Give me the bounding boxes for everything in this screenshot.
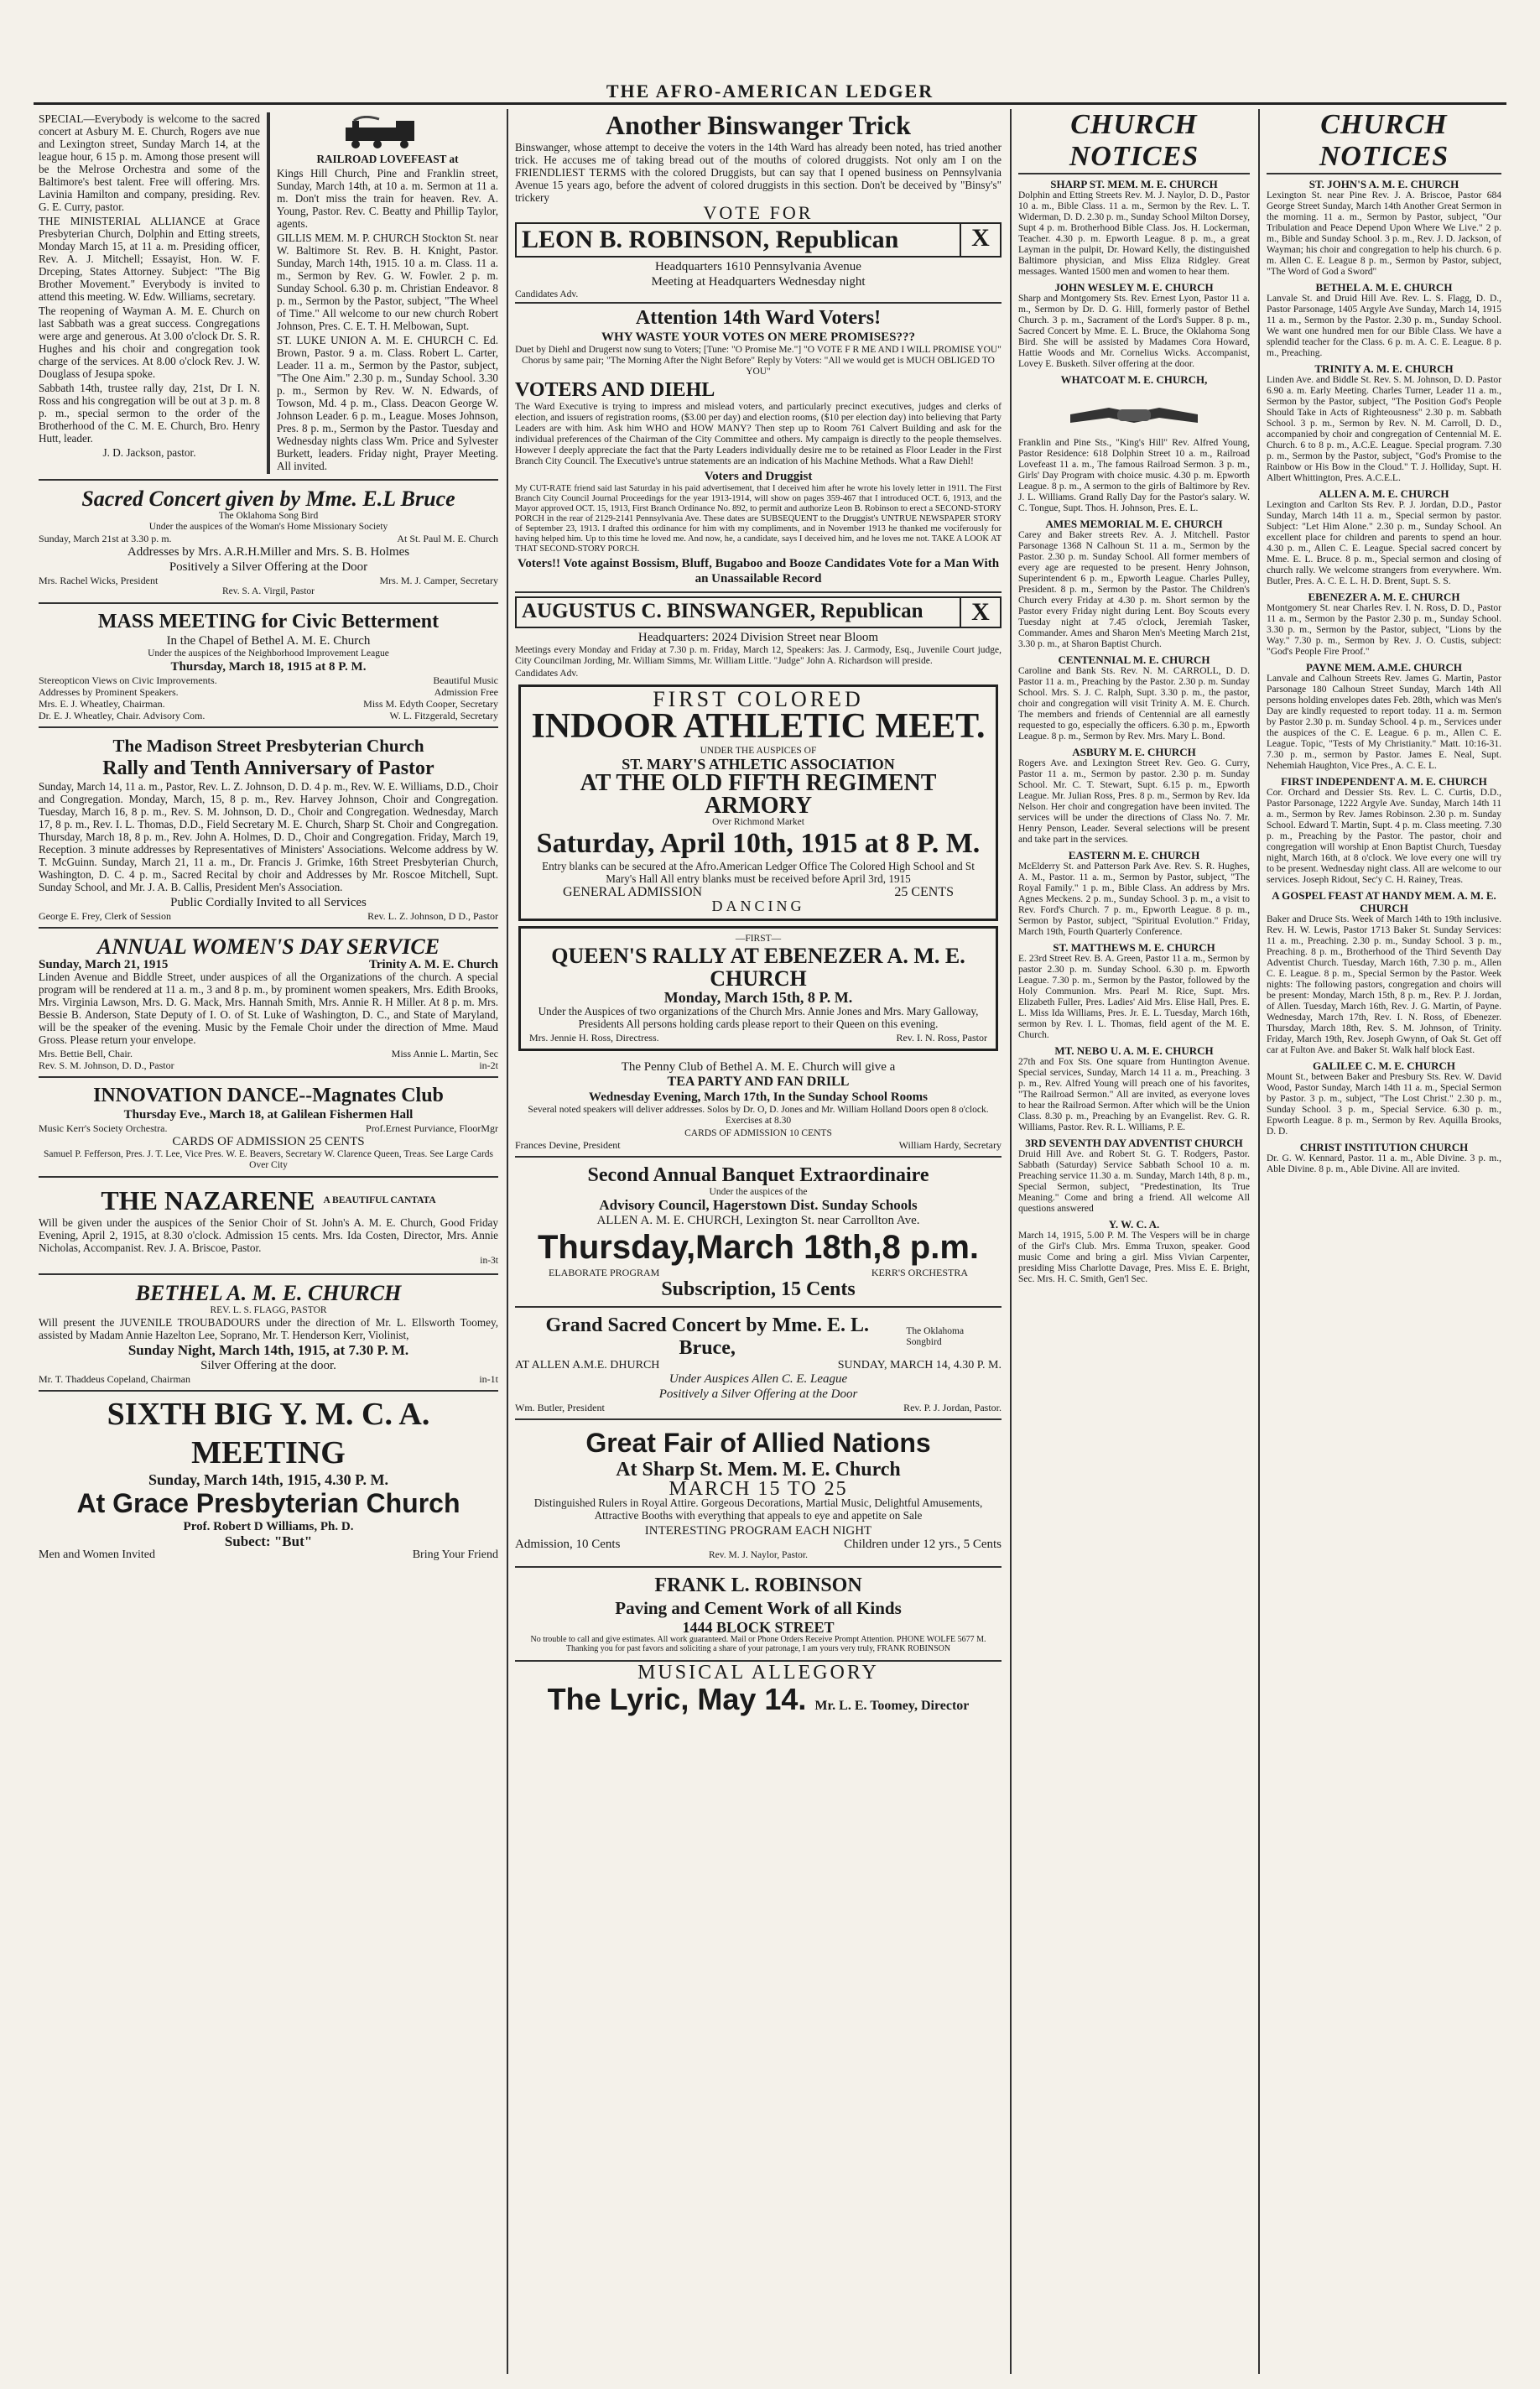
bethel-rev: REV. L. S. FLAGG, PASTOR xyxy=(210,1305,327,1315)
fair-date: MARCH 15 TO 25 xyxy=(669,1478,848,1500)
col4-entry-6-body: Cor. Orchard and Dessier Sts. Rev. L. C. Curtis, D.D., Pastor Parsonage, 1222 Argyle Ave. Sunday, March 14th 11 a. m., Sermon by Rev. James Robinson. 2.30 p. m. Sunday School. Edward T. Martin, Supt. 4 p. m. Class meeting. 7.30 p. m., Preaching by the Pastor. The pastor, choir and congregation will worship at Enon Baptist Church, Tuesday night, March 16th, at 8 o'clock. We love every one will try to be present. Wednesday night class. All are welcome to our services. Joseph Ridout, Sec'y C. H. Rainey, Treas. xyxy=(1267,788,1501,885)
column-1 xyxy=(34,109,503,2374)
innov-row xyxy=(39,1122,498,1134)
col3-entry-1-head: JOHN WESLEY M. E. CHURCH xyxy=(1054,281,1214,294)
robinson-ballot xyxy=(515,222,1002,258)
notice-right xyxy=(277,112,498,474)
ath-place: AT THE OLD FIFTH REGIMENT ARMORY xyxy=(580,770,937,819)
col3-entry-6-body: McElderry St. and Patterson Park Ave. Rev. S. R. Hughes, A. M., Pastor. 11 a. m., Sermon by Pastor, subject, "The Royal Family." 1 p. m., Bible Class. An address by Mrs. Agnes Meckens. 2 p. m., Sunday School. 3 p. m., a visit to Rev. Ford's Church. 7 p. m., Epworth League. 8 p. m., Sermon by Pastor, subject, "Spiritual Evolution." Friday, March 19th, Fourth Quarterly Conference. xyxy=(1018,861,1250,937)
special-notice: SPECIAL—Everybody is welcome to the sacred concert at Asbury M. E. Church, Rogers ave nue and Lexington street, Sunday March 14, at the league hour, 6 15 p. m. Among those present will be the Melrose Orchestra and some of the Baltimore's best talent. Free will offering. Mrs. Lavinia Hamilton and company, presiding. Rev. G. E. Curry, pastor. xyxy=(39,112,260,213)
col3-entry-3 xyxy=(1018,518,1250,650)
sabbath-sign: J. D. Jackson, pastor. xyxy=(102,446,196,459)
col4-entry-0-body: Lexington St. near Pine Rev. J. A. Briscoe, Pastor 684 George Street Sunday, March 14th Another Great Sermon in the morning. 11 a. m., Sermon by Pastor, subject, "Our Tribulation and Peace Depend Upon Where We Live." 2 p. m., Bible and Sunday School. 3 p. m., Rev. J. D. Jackson, of Wayman; his choir and congregation to help his church. 6 p. m. Allen C. E. League 8 p. m., Sermon by Pastor, subject, "The Word of God a Sword" xyxy=(1267,190,1501,277)
sacred-title: Sacred Concert given by Mme. E.L Bruce xyxy=(81,487,455,511)
col3-entry-3-body: Carey and Baker streets Rev. A. J. Mitchell. Pastor Parsonage 1368 N Calhoun St. 11 a. m., Sermon by the Pastor. 2.30 p. m. Sunday School. All former members of every age are requested to be present. Henry Johnson, Superintendent 6 p. m., Epworth League. Charles Pulley, President. 8 p. m., Sermon by the Pastor. The Children's Church every Friday at 4.30 p. m. Short sermon by the Pastor every Friday night during Lent. Boy Scouts every Tuesday night at 7.45 o'clock, Jeremiah Tasker, Commander. Ames and Sharon Men's Meeting March 21st, 3.30 p. m., at Sharon Baptist Church. xyxy=(1018,530,1250,649)
col3-entry-9 xyxy=(1018,1137,1250,1215)
mass-views: Stereopticon Views on Civic Improvements. xyxy=(39,674,217,686)
masthead: THE AFRO-AMERICAN LEDGER xyxy=(606,81,934,101)
col3-entry-7 xyxy=(1018,941,1250,1041)
mass-music: Beautiful Music xyxy=(433,674,498,686)
mass-row1 xyxy=(39,674,498,686)
banq-date: Thursday,March 18th,8 p.m. xyxy=(537,1229,980,1266)
col4-entry-9-head: CHRIST INSTITUTION CHURCH xyxy=(1299,1141,1469,1153)
frank-work: Paving and Cement Work of all Kinds xyxy=(615,1598,902,1618)
ath-aus: UNDER THE AUSPICES OF xyxy=(700,746,817,756)
gsc-pres: Wm. Butler, President xyxy=(515,1402,605,1413)
banq-prog: ELABORATE PROGRAM xyxy=(549,1267,660,1278)
madison-row xyxy=(39,910,498,922)
col4-entry-8 xyxy=(1267,1059,1501,1137)
gsc-rev: Rev. P. J. Jordan, Pastor. xyxy=(903,1402,1002,1413)
col4-entry-4-body: Montgomery St. near Charles Rev. I. N. Ross, D. D., Pastor 11 a. m., Sermon by the Pastor 2.30 p. m., Sunday School. 3.30 p. m., Sermon by the Pastor, subject, "Lions by the Way." 7.30 p. m., Sermon by Rev. J. O. Custis, subject: "God's People Fire Proof." xyxy=(1267,603,1501,657)
sacred-offer: Positively a Silver Offering at the Door xyxy=(169,560,368,574)
musical-dir: Mr. L. E. Toomey, Director xyxy=(814,1699,970,1713)
mass-row2 xyxy=(39,686,498,698)
banq-row xyxy=(515,1267,1002,1278)
col3-entry-5-head: ASBURY M. E. CHURCH xyxy=(1072,746,1196,758)
musical-lyric: The Lyric, May 14. xyxy=(547,1682,807,1716)
bethel-row xyxy=(39,1373,498,1385)
col3-entry-5-body: Rogers Ave. and Lexington Street Rev. Geo. G. Curry, Pastor 11 a. m., Sermon by pastor. 2.30 p. m. Sunday School. Mr. C. T. Stewart, Supt. 6.15 p. m., Epworth League. Mr. Julian Ross, Pres. 8 p. m., Sermon by Rev. Ida Nelson. Her choir and congregation have been invited. The services will be under the directions of Class No. 7. Mr. Henry Penson, Leader. Several selections will be present and take part in the services. xyxy=(1018,758,1250,845)
col3-entry-7-body: E. 23rd Street Rev. B. A. Green, Pastor 11 a. m., Sermon by pastor 2.30 p. m. Sunday School. 6.30 p. m. Epworth League. 7.30 p. m., Sermon by the Pastor, followed by the Holy Communion. Mrs. Pearl M. Rice, Supt. Mrs. Elizabeth Fuller, Pres. Ladies' Aid Mrs. Elise Hall, Pres. E. L. Miss Ida Williams, Pres. Jr. E. L. Tuesday, March 16th, sermon by Rev. I. L. Thomas, field agent of the M. E. Church. xyxy=(1018,954,1250,1040)
col3-entry-7-head: ST. MATTHEWS M. E. CHURCH xyxy=(1053,941,1215,954)
sacred-president: Mrs. Rachel Wicks, President xyxy=(39,575,159,586)
col4-entry-8-head: GALILEE C. M. E. CHURCH xyxy=(1312,1059,1456,1072)
annual-officers xyxy=(39,1048,498,1059)
ath-title2: INDOOR ATHLETIC MEET. xyxy=(531,707,986,746)
col3-entry-10-head: Y. W. C. A. xyxy=(1108,1218,1160,1231)
banq-church: ALLEN A. M. E. CHURCH, Lexington St. near Carrollton Ave. xyxy=(596,1214,920,1227)
col4-entry-7 xyxy=(1267,889,1501,1056)
gsc-title: Grand Sacred Concert by Mme. E. L. Bruce, xyxy=(545,1314,869,1359)
annual-church: Trinity A. M. E. Church xyxy=(368,958,498,971)
madison-public: Public Cordially Invited to all Services xyxy=(170,896,367,909)
divider-3 xyxy=(1258,109,1260,2374)
madison-pastor: Rev. L. Z. Johnson, D D., Pastor xyxy=(367,910,498,922)
railroad-title: RAILROAD LOVEFEAST at xyxy=(316,153,459,165)
mass-row3 xyxy=(39,698,498,710)
col4-entry-7-body: Baker and Druce Sts. Week of March 14th to 19th inclusive. Rev. H. W. Lewis, Pastor 1713 Baker St. Sunday Services: 11 a. m., Preaching. 2.30 p. m., Sunday School. 3 p. m., Preaching. 8 p. m., Brotherhood of the Third Seventh Day Adventist Church. Tuesday, March 16th, 7.30 p. m., Allen C. E. League. 8 p. m., Special Sermon by the Pastor. Week nights: The following pastors, congregation and choirs will be present: Monday, March 15th, 8 p. m., Rev. P. J. Jordan, of Allen. Tuesday, March 16th, Rev. J. G. Martin, of Payne. Wednesday, March 17th, Rev. I. N. Ross, of Ebenezer. Thursday, March 18th, Rev. S. M. Johnson, of Trinity. Friday, March 19th, Rev. Joseph Gwynn, of Oak St. Get off car at Fulton Ave. and Baker St. Walk half block East. xyxy=(1267,914,1501,1055)
bins-x: X xyxy=(960,598,1000,627)
fair-prog: INTERESTING PROGRAM EACH NIGHT xyxy=(644,1524,872,1538)
annual-row2 xyxy=(39,1059,498,1071)
col3-entry-2 xyxy=(1018,373,1250,514)
ath-date: Saturday, April 10th, 1915 at 8 P. M. xyxy=(536,828,981,859)
voters-title: VOTERS AND DIEHL xyxy=(515,379,715,401)
col3-entry-10 xyxy=(1018,1218,1250,1285)
frank-addr: 1444 BLOCK STREET xyxy=(682,1619,835,1636)
fair-ad xyxy=(515,1424,1002,1568)
frank-small: No trouble to call and give estimates. All work guaranteed. Mail or Phone Orders Receive Prompt Attention. PHONE WOLFE 5677 M. Thanking you for past favors and soliciting a share of your patronage, I am yours very truly, FRANK ROBINSON xyxy=(530,1635,986,1653)
col3-entry-4-head: CENTENNIAL M. E. CHURCH xyxy=(1058,653,1210,666)
innov-names: Samuel P. Fefferson, Pres. J. T. Lee, Vice Pres. W. E. Beavers, Secretary W. Clarence Queen, Treas. See Large Cards Over City xyxy=(43,1149,494,1170)
naz-tag2: in-3t xyxy=(480,1256,498,1266)
ath-title1: FIRST COLORED xyxy=(653,687,864,711)
bethel-date: Sunday Night, March 14th, 1915, at 7.30 P. M. xyxy=(127,1342,409,1358)
ath-assoc: ST. MARY'S ATHLETIC ASSOCIATION xyxy=(622,756,895,773)
col4-entry-6-head: FIRST INDEPENDENT A. M. E. CHURCH xyxy=(1281,775,1487,788)
top-notices xyxy=(39,109,498,481)
madison-title: The Madison Street Presbyterian Church xyxy=(112,736,424,756)
sacred-date: Sunday, March 21st at 3.30 p. m. xyxy=(39,533,172,544)
queen-rev: Rev. I. N. Ross, Pastor xyxy=(896,1032,987,1044)
robinson-x: X xyxy=(960,224,1000,256)
col4-entry-0-head: ST. JOHN'S A. M. E. CHURCH xyxy=(1308,178,1459,190)
voters-small: My CUT-RATE friend said last Saturday in his paid advertisement, that I deceived him after he wrote his lovely letter in 1911. The First Branch City Council Journal Proceedings for the year 1913-1914, will show on pages 359-467 that I introduced OCT. 6, 1913, and the Mayor approved OCT. 15, 1913, First Branch Ordinance No. 892, to permit and authorize Leon B. Robinson to erect a SECOND-STORY PORCH in the rear of 2129-2141 Pennsylvania Ave. These dates are SUBSEQUENT to the Druggist's UNTRUE NEWSPAPER STORY of September 23, 1913. I drafted this ordinance for him with my compliments, and in November 1913 he thanked me vociferously for having helped him. Up to this time he loved me. And now, he, a candidate, says I deceived him, and he loves me not. TAKE A LOOK AT THAT SECOND-STORY PORCH. xyxy=(515,484,1002,554)
queen-dir: Mrs. Jennie H. Ross, Directress. xyxy=(529,1032,659,1044)
ymca-prof: Prof. Robert D Williams, Ph. D. xyxy=(183,1520,354,1533)
col4-entry-4-head: EBENEZER A. M. E. CHURCH xyxy=(1308,591,1460,603)
bins-name: AUGUSTUS C. BINSWANGER, Republican xyxy=(522,600,923,622)
innovation-ad xyxy=(39,1081,498,1178)
col4-entry-9-body: Dr. G. W. Kennard, Pastor. 11 a. m., Able Divine. 3 p. m., Able Divine. 8 p. m., Able Divine. All are invited. xyxy=(1267,1153,1501,1174)
penny-sec: William Hardy, Secretary xyxy=(898,1139,1002,1151)
voters-final: Voters!! Vote against Bossism, Bluff, Bugaboo and Booze Candidates Vote for a Man With an Unassailable Record xyxy=(517,557,1000,586)
musical-ad xyxy=(515,1662,1002,1719)
col3-entry-6 xyxy=(1018,849,1250,938)
gsc-row xyxy=(515,1360,1002,1371)
banq-sub: Subscription, 15 Cents xyxy=(661,1278,856,1300)
trick-title: Another Binswanger Trick xyxy=(606,110,911,140)
col4-entry-1-body: Lanvale St. and Druid Hill Ave. Rev. L. S. Flagg, D. D., Pastor Parsonage, 1405 Argyle Ave Sunday, March 14, 1915 11 a. m., Sermon by the Pastor. 2.30 p. m., Sunday School. We want one hundred men for our Bible Class. We have a splendid teacher for the Class. 6 p. m. A. C. E. League. 8 p. m., Preaching. xyxy=(1267,294,1501,358)
col4-entry-2-body: Linden Ave. and Biddle St. Rev. S. M. Johnson, D. D. Pastor 6.90 a. m. Early Meeting. Charles Turner, Leader 11 a. m., Sermon by the Pastor, subject, "The Position God's People Should Take in Acts of Righteousness" 2.30 p. m. Sabbath School. 3 p. m., Sermon by Rev. N. M. Carroll, D. D., accompanied by choir and congregation of Centennial M. E. Church. 6 to 8 p. m., A.C.E. League. Special program. 7.30 p. m., Sermon by the Pastor, subject, "God's Promise to the Rainbow or His Bow in the Cloud." T. J. Holliday, Supt. H. Albert Whittington, Pres. A.C.E.L. xyxy=(1267,375,1501,483)
binswanger-ballot xyxy=(515,596,1002,628)
gsc-offer: Positively a Silver Offering at the Door xyxy=(658,1387,858,1401)
mass-date: Thursday, March 18, 1915 at 8 P. M. xyxy=(170,660,367,674)
bethel-offer: Silver Offering at the door. xyxy=(200,1359,336,1372)
col3-entry-9-head: 3RD SEVENTH DAY ADVENTIST CHURCH xyxy=(1025,1137,1243,1149)
divider-1 xyxy=(507,109,508,2374)
col4-entry-4 xyxy=(1267,591,1501,658)
ymca-date: Sunday, March 14th, 1915, 4.30 P. M. xyxy=(148,1471,389,1488)
musical-row xyxy=(515,1680,1002,1719)
col3-entry-8 xyxy=(1018,1044,1250,1133)
col4-entry-1 xyxy=(1267,281,1501,359)
wayman-notice: The reopening of Wayman A. M. E. Church on last Sabbath was a great success. Congregations were arge and generous. At 3.00 o'clock Dr. S. R. Hughes and his choir and congregation took charge of the services. At 8.00 o'clock Rev. J. W. Douglass of Jesupa spoke. xyxy=(39,304,260,380)
gsc-aus: Under Auspices Allen C. E. League xyxy=(669,1372,848,1386)
naz-title: THE NAZARENE xyxy=(101,1185,315,1215)
madison-clerk: George E. Frey, Clerk of Session xyxy=(39,910,171,922)
banq-title: Second Annual Banquet Extraordinaire xyxy=(587,1164,929,1186)
col4-entry-2 xyxy=(1267,362,1501,484)
col4-entry-3-head: ALLEN A. M. E. CHURCH xyxy=(1319,487,1449,500)
col4-entry-3-body: Lexington and Carlton Sts Rev. P. J. Jordan, D.D., Pastor Sunday, March 14th 11 a. m., Special sermon by pastor. Subject: "Let Him Alone." 2.30 p. m., Sunday School. An excellent place for children and parents to spend an hour. 4.30 p. m., Allen C. E. League. Special sacred concert by Mme. E. L. Bruce. 8 p. m., Special sermon and closing of church rally. We welcome strangers from everywhere. Wm. Butler, Pres. A. C. E. L. H. D. Brent, Supt. S. S. xyxy=(1267,500,1501,586)
banquet-ad xyxy=(515,1161,1002,1308)
mass-place: In the Chapel of Bethel A. M. E. Church xyxy=(166,634,371,648)
divider-2 xyxy=(1010,109,1012,2374)
col3-title: CHURCH NOTICES xyxy=(1018,109,1250,174)
col3-entry-1-body: Sharp and Montgomery Sts. Rev. Ernest Lyon, Pastor 11 a. m., Sermon by Dr. D. G. Hill, formerly pastor of Bethel Church. 3 p. m., Sacrament of the Lord's Supper. 8 p. m., Sacred Concert by Mme. E. L. Bruce, the Oklahoma Song Bird. She will be assisted by Madames Cora Howard, Hattie Woods and Mr. Cornelius Wicks. Accompanist, Lovey E. Busketh. Silver offering at the door. xyxy=(1018,294,1250,369)
train-icon xyxy=(337,116,438,149)
mass-chair: Mrs. E. J. Wheatley, Chairman. xyxy=(39,698,165,710)
col4-title: CHURCH NOTICES xyxy=(1267,109,1501,174)
mass-fee: Admission Free xyxy=(434,686,498,698)
fair-adm: Admission, 10 Cents xyxy=(515,1538,621,1551)
penny-date: Wednesday Evening, March 17th, In the Sunday School Rooms xyxy=(589,1090,928,1104)
madison-sub: Rally and Tenth Anniversary of Pastor xyxy=(102,757,434,779)
innov-date: Thursday Eve., March 18, at Galilean Fishermen Hall xyxy=(123,1108,414,1122)
trick-body: Binswanger, whose attempt to deceive the voters in the 14th Ward has already been noted, has tried another trick. He accuses me of taking bread out of the mouths of colored druggists. Not only am I on the FRIENDLIEST TERMS with the colored Druggists, but can say that I opened business on Pennsylvania Avenue 15 years ago, before the advent of colored druggists in this section. Don't be deceived by "Binsy's" trickery xyxy=(515,141,1002,204)
ath-body: Entry blanks can be secured at the Afro.American Ledger Office The Colored High School and St Mary's Hall All entry blanks must be received before April 3rd, 1915 xyxy=(542,860,975,885)
naz-body: Will be given under the auspices of the Senior Choir of St. John's A. M. E. Church, Good Friday Evening, April 2, 1915, at 8.30 o'clock. Admission 15 cents. Mrs. Ida Costen, Director, Mrs. Annie Nicholas, Accompanist. Rev. J. A. Briscoe, Pastor. xyxy=(39,1216,498,1254)
voters-sub: Voters and Druggist xyxy=(704,470,813,483)
col3-entry-4 xyxy=(1018,653,1250,742)
fair-body: Distinguished Rulers in Royal Attire. Gorgeous Decorations, Martial Music, Delightful Amusements, Attractive Booths with everything that appeals to eye and appetite on Sale xyxy=(533,1496,983,1522)
gillis-notice: GILLIS MEM. M. P. CHURCH Stockton St. near W. Baltimore St. Rev. B. H. Knight, Pastor. Sunday, March 14th, 1915. 10 a. m. Class. 11 a. m., Sermon by Rev. G. W. Fowler. 2 p. m. Sunday School. 6.30 p. m. Christian Endeavor. 8 p. m., Sermon by the Pastor, subject, "The Wheel of Time." All welcome to our new church Robert Johnson, Pres. C. E. T. H. Melbowan, Supt. xyxy=(277,232,498,332)
penny-title: TEA PARTY AND FAN DRILL xyxy=(667,1075,850,1089)
athletic-ad xyxy=(518,684,998,921)
ath-price: 25 CENTS xyxy=(894,885,954,899)
col3-entry-0-body: Dolphin and Etting Streets Rev. M. J. Naylor, D. D., Pastor 10 a. m., Bible Class. 11 a. m., Sermon by the Rev. L. T. Widerman, D. D. 2.30 p. m., Sunday School Milton Dorsey, Supt 4 p. m. Brotherhood Bible Class. Jos. H. Lockerman, Teacher. 4.30 p. m. Epworth League. 8 p. m., a great Layman in the pulpit, Dr. Howard Kelly, the distinguished Baltimore physician, and Miss Eliza Ridgley. Great messages. Wanted 1500 men and women to hear them. xyxy=(1018,190,1250,277)
col3-entry-1 xyxy=(1018,281,1250,370)
col4-entry-2-head: TRINITY A. M. E. CHURCH xyxy=(1314,362,1454,375)
stluke-notice: ST. LUKE UNION A. M. E. CHURCH C. Ed. Brown, Pastor. 9 a. m. Class. Robert L. Carter, Leader. 11 a. m., Sermon by the Pastor, subject, "The One Aim." 2.30 p. m., Sunday School. 3.30 p. m., Sermon by Rev. W. N. Edwards, of Towson, Md. 4 p. m., Class. Deacon George W. Johnson Leader. 6 p. m., League. Moses Johnson, Pres. 8 p. m., Sermon by the Pastor. Tuesday and Wednesday nights class Wm. Price and Sylvester Burkett, leaders. Friday night, Prayer Meeting. All invited. xyxy=(277,334,498,472)
musical-title: MUSICAL ALLEGORY xyxy=(637,1662,879,1684)
gsc-head xyxy=(515,1314,1002,1360)
fair-rev: Rev. M. J. Naylor, Pastor. xyxy=(709,1550,808,1560)
fair-child: Children under 12 yrs., 5 Cents xyxy=(844,1538,1002,1551)
notice-divider xyxy=(267,112,270,474)
mass-secretary2: W. L. Fitzgerald, Secretary xyxy=(389,710,498,721)
col3-entry-5 xyxy=(1018,746,1250,846)
queen-date: Monday, March 15th, 8 P. M. xyxy=(663,989,853,1006)
sacred-auspices: Under the auspices of the Woman's Home Missionary Society xyxy=(148,522,388,532)
innov-title: INNOVATION DANCE--Magnates Club xyxy=(93,1085,444,1106)
mass-chair2: Dr. E. J. Wheatley, Chair. Advisory Com. xyxy=(39,710,206,721)
annual-chair: Mrs. Bettie Bell, Chair. xyxy=(39,1048,133,1059)
column-4 xyxy=(1262,109,1506,2374)
ymca-subject: Subect: "But" xyxy=(224,1533,313,1549)
madison-body: Sunday, March 14, 11 a. m., Pastor, Rev. L. Z. Johnson, D. D. 4 p. m., Rev. W. E. Williams, D.D., Choir and Congregation. Monday, March, 15, 8 p. m., Rev. Harvey Johnson, Choir and Congregation. Tuesday, March 16, 8 p. m., Rev. S. M. Johnson, D. D., Choir and Congregation. Wednesday, March 17, 8 p. m., Rev. I. L. Thomas, D.D., Field Secretary M. E. Church, Sharp St. Choir and Congregation. Thursday, March 18, 8 p. m., Rev. John A. Holmes, D. D., Choir and Congregation. Friday, March 19, Reception. 3 minute addresses by Representatives of Ministers' Associations. Welcome address by W. T. McGuinn. Sunday, March 21, 11 a. m., Dr. Francis J. Grimke, 16th Street Presbyterian Church, Washington, D. C. 4 p. m., Sacred Recital by choir and Addresses by Mr. Roscoe Mitchell, Supt. Sunday School, and Mr. J. A. B. Callis, President Men's Association. xyxy=(39,780,498,893)
col4-entry-5 xyxy=(1267,661,1501,772)
robinson-cand: Candidates Adv. xyxy=(515,289,579,299)
attention-ad xyxy=(515,302,1002,593)
handshake-icon xyxy=(1067,389,1201,435)
queen-ad xyxy=(518,926,998,1051)
banq-orch: KERR'S ORCHESTRA xyxy=(871,1267,968,1278)
annual-sec: Miss Annie L. Martin, Sec xyxy=(391,1048,498,1059)
naz-tag: A BEAUTIFUL CANTATA xyxy=(323,1194,436,1205)
penny-cards: CARDS OF ADMISSION 10 CENTS xyxy=(684,1128,832,1138)
col3-entry-0-head: SHARP ST. MEM. M. E. CHURCH xyxy=(1050,178,1218,190)
gsc-ad xyxy=(515,1311,1002,1420)
top-rule xyxy=(34,102,1506,105)
banq-council: Advisory Council, Hagerstown Dist. Sunday Schools xyxy=(599,1197,918,1213)
fair-row xyxy=(515,1538,1002,1550)
col4-entry-5-head: PAYNE MEM. A.M.E. CHURCH xyxy=(1306,661,1462,674)
gsc-place: AT ALLEN A.M.E. DHURCH xyxy=(515,1359,660,1371)
innov-floor: Prof.Ernest Purviance, FloorMgr xyxy=(366,1122,498,1134)
mass-auspices: Under the auspices of the Neighborhood Improvement League xyxy=(148,648,389,658)
penny-ad xyxy=(515,1056,1002,1158)
bethel-tag: in-1t xyxy=(479,1373,498,1385)
annual-rev: Rev. S. M. Johnson, D. D., Pastor xyxy=(39,1059,174,1071)
notice-left xyxy=(39,112,260,474)
vote-for: VOTE FOR xyxy=(703,202,814,223)
col4-entry-5-body: Lanvale and Calhoun Streets Rev. James G. Martin, Pastor Parsonage 180 Calhoun Street Sunday, March 14th All persons holding envelopes dates Feb. 28th, which was Men's Day are kindly requested to report today. 11 a. m. Sermon by Pastor 2.30 p. m. Sunday School. 4 p. m., Services under the auspices of the C. E. League. 6 p. m., Allen C. E. League. Topic, "Tests of My Christianity." Matt. 10:16-31. 7.30 p. m., sermon by Pastor. James E. Neal, Supt. Nehemiah Haughton, Vice Pres., A. C. E. L. xyxy=(1267,674,1501,771)
queen-body: Under the Auspices of two organizations of the Church Mrs. Annie Jones and Mrs. Mary Galloway, Presidents All persons holding cards please report to their Queen on this evening. xyxy=(538,1005,979,1030)
ath-adm-row xyxy=(529,887,987,898)
sacred-addresses: Addresses by Mrs. A.R.H.Miller and Mrs. S. B. Holmes xyxy=(127,545,410,559)
annual-row xyxy=(39,959,498,971)
naz-head xyxy=(39,1184,498,1216)
queen-row xyxy=(529,1032,987,1044)
sacred-secretary: Mrs. M. J. Camper, Secretary xyxy=(379,575,498,586)
col4-entry-9 xyxy=(1267,1141,1501,1175)
attn-sub: WHY WASTE YOUR VOTES ON MERE PROMISES??? xyxy=(601,331,915,344)
mass-addresses: Addresses by Prominent Speakers. xyxy=(39,686,179,698)
bins-cand: Candidates Adv. xyxy=(515,669,579,679)
sacred-rev: Rev. S. A. Virgil, Pastor xyxy=(222,586,315,596)
ath-over: Over Richmond Market xyxy=(712,817,804,827)
col3-entry-2-body: Franklin and Pine Sts., "King's Hill" Rev. Alfred Young, Pastor Residence: 618 Dolphin Street 10 a. m., Railroad Lovefeast 11 a. m., The famous Railroad Sermon. 3 p. m., Girls' Day Program with choice music. 4.30 p. m. Epworth League. 8 p. m., A sermon to the girls of Baltimore by Rev. J. L. Williams. Grand Rally Day for the Pastor's salary. W. C. Tongue, Supt. Thos. H. Johnson, Pres. E. L. xyxy=(1018,438,1250,513)
col3-entry-6-head: EASTERN M. E. CHURCH xyxy=(1068,849,1200,861)
sacred-row xyxy=(39,533,498,544)
ymca-place: At Grace Presbyterian Church xyxy=(76,1488,460,1518)
penny-detail: Several noted speakers will deliver addresses. Solos by Dr. O, D. Jones and Mr. William Holland Doors open 8 o'clock. Exercises at 8.30 xyxy=(528,1105,989,1126)
col3-entry-8-body: 27th and Fox Sts. One square from Huntington Avenue. Special services, Sunday, March 14 11 a. m., Preaching. 3 p. m., Rev. Alfred Young will preach one of his favorites, "The Railroad Sermon." All are invited, as everyone loves to hear the Railroad Sermon. After which will be the Union Class. 8.30 p. m., Preaching by an Evangelist. Rev. G. R. Williams, Pastor. Rev. R. L. Williams, P. E. xyxy=(1018,1057,1250,1132)
mass-title: MASS MEETING for Civic Betterment xyxy=(97,611,440,632)
frank-name: FRANK L. ROBINSON xyxy=(654,1574,862,1596)
ymca-ad xyxy=(39,1395,498,1561)
col4-entry-0 xyxy=(1267,178,1501,278)
bins-hq: Headquarters: 2024 Division Street near Bloom xyxy=(637,631,879,644)
ymca-bring: Bring Your Friend xyxy=(412,1548,498,1561)
ath-adm: GENERAL ADMISSION xyxy=(563,885,703,899)
col4-entry-6 xyxy=(1267,775,1501,886)
ymca-men: Men and Women Invited xyxy=(39,1548,155,1561)
attn-duet: Duet by Diehl and Drugerst now sung to Voters; [Tune: "O Promise Me."] "O VOTE F R ME AND I WILL PROMISE YOU" Chorus by same pair; "The Morning After the Night Before" Reply by Voters: "All we would get is MUCH OBLIGED TO YOU" xyxy=(515,345,1002,377)
queen-first: —FIRST— xyxy=(735,934,782,944)
penny-pres: Frances Devine, President xyxy=(515,1139,621,1151)
ministerial-notice: THE MINISTERIAL ALLIANCE at Grace Presbyterian Church, Dolphin and Etting streets, Monday March 15, at 11 a. m. Presiding officer, Rev. A. J. Mitchell; Essayist, Hon. W. F. Drceping, States Attorney. Subject: "The Big Brother Movement." Everybody is invited to attend this meeting. W. Edw. Williams, secretary. xyxy=(39,215,260,303)
ymca-row xyxy=(39,1549,498,1561)
voters-body: The Ward Executive is trying to impress and mislead voters, and particularly precinct executives, judges and clerks of election, and issuers of registration rooms, ($3.00 per day) and election rooms, ($10 per election day) into believing that Party Leaders are with him. Ask him WHO and HOW MANY? Then step up to Room 761 Calvert Building and ask for the individual preferences of the Chairman of the City Committee and others. My campaign is directly to the people themselves. However I deeply appreciate the fact that the Party Leaders individually desire me to be retained as Floor Leader in the First Branch City Council. The Executive's untrue statements are an indication of his Machine Methods. What a Raw Diehl! xyxy=(515,402,1002,466)
bethel-chair: Mr. T. Thaddeus Copeland, Chairman xyxy=(39,1373,190,1385)
column-2 xyxy=(510,109,1007,2374)
col4-entry-7-head: A GOSPEL FEAST AT HANDY MEM. A. M. E. CHURCH xyxy=(1272,889,1496,914)
mass-secretary: Miss M. Edyth Cooper, Secretary xyxy=(363,698,498,710)
col3-entry-4-body: Caroline and Bank Sts. Rev. N. M. CARROLL, D. D. Pastor 11 a. m., Preaching by the Pastor. 2.30 p. m. Sunday School. Mrs. S. J. C. Ralph, Supt. 3.30 p. m., the pastor, choir and congregation will visit Trinity A. M. E. Church. The members and friends of Centennial are all earnestly requested to go, especially the officers. 6.30 p. m., Epworth League. 8 p. m., Sermon by Rev. Mrs. Mary L. Bond. xyxy=(1018,666,1250,742)
ath-dance: DANCING xyxy=(711,898,805,914)
mass-row4 xyxy=(39,710,498,721)
col3-entry-0 xyxy=(1018,178,1250,278)
col4-entry-8-body: Mount St., between Baker and Presbury Sts. Rev. W. David Wood, Pastor Sunday, March 14th 11 a. m., Special Sermon by Pastor. 3 p. m., subject, "The Lost Christ." 2.30 p. m., Sunday School. 3 p. m., Special Service. 6.30 p. m., Epworth League. 8 p. m., Sermon by Rev. Aquilla Brooks, D. D. xyxy=(1267,1072,1501,1137)
annual-date: Sunday, March 21, 1915 xyxy=(39,958,169,971)
nazarene-ad xyxy=(39,1181,498,1275)
col3-entry-10-body: March 14, 1915, 5.00 P. M. The Vespers will be in charge of the Girl's Club. Mrs. Emma Truxon, speaker. Good music Come and bring a girl. Miss Vivian Carpenter, presiding Miss Charlotte Davage, Pres. Miss E. E. Bright, Sec. Mrs. H. C. Smith, Gen'l Sec. xyxy=(1018,1231,1250,1284)
mass-meeting-ad xyxy=(39,607,498,728)
sacred-concert-ad xyxy=(39,484,498,604)
annual-title: ANNUAL WOMEN'S DAY SERVICE xyxy=(96,934,440,959)
innov-music: Music Kerr's Society Orchestra. xyxy=(39,1122,168,1134)
innov-cards: CARDS OF ADMISSION 25 CENTS xyxy=(172,1135,365,1148)
col3-entry-3-head: AMES MEMORIAL M. E. CHURCH xyxy=(1045,518,1223,530)
bethel-ad xyxy=(39,1278,498,1392)
col4-entry-3 xyxy=(1267,487,1501,587)
sacred-officers xyxy=(39,575,498,586)
gsc-row2 xyxy=(515,1402,1002,1413)
ymca-title: SIXTH BIG Y. M. C. A. MEETING xyxy=(107,1397,430,1470)
bethel-title: BETHEL A. M. E. CHURCH xyxy=(135,1281,402,1305)
bethel-body: Will present the JUVENILE TROUBADOURS under the direction of Mr. L. Ellsworth Toomey, assisted by Madam Annie Hazelton Lee, Soprano, Mr. T. Henderson Kerr, Violinist, xyxy=(39,1316,498,1341)
annual-body: Linden Avenue and Biddle Street, under auspices of all the Organizations of the church. A special program will be rendered at 11 a. m., 3 and 8 p. m., by prominent women speakers, Mrs. Edith Brooks, Mrs. Virginia Lawson, Mrs. D. G. Mack, Mrs. Hannah Smith, Mrs. Annie R. H Miller. At 8 p. m. Mrs. Bessie B. Anderson, State Deputy of I. O. of St. Luke of Washington, D. C., and State of Maryland, will be the speaker of the evening. Music by the Female Choir under the direction of Mme. Maud Gross. Please return your envelope. xyxy=(39,971,498,1046)
annual-tag: in-2t xyxy=(479,1059,498,1071)
railroad-body: Kings Hill Church, Pine and Franklin street, Sunday, March 14th, at 10 a. m. Sermon at 11 a. m. Don't miss the train for heaven. Rev. A. Young, Pastor. Rev. C. Beatty and Phillip Taylor, agents. xyxy=(277,167,498,230)
col3-entry-8-head: MT. NEBO U. A. M. E. CHURCH xyxy=(1054,1044,1214,1057)
banq-aus: Under the auspices of the xyxy=(709,1187,808,1197)
madison-ad xyxy=(39,731,498,929)
sacred-sub: The Oklahoma Song Bird xyxy=(218,511,319,521)
fair-place: At Sharp St. Mem. M. E. Church xyxy=(616,1459,901,1481)
col4-entry-1-head: BETHEL A. M. E. CHURCH xyxy=(1315,281,1453,294)
sacred-place: At St. Paul M. E. Church xyxy=(397,533,498,544)
annual-ad xyxy=(39,932,498,1078)
bins-body: Meetings every Monday and Friday at 7.30 p. m. Friday, March 12, Speakers: Jas. J. Carmody, Esq., Juvenile Court judge, City Councilman Jording, Mr. William Simms, Mr. William Little. "Judge" John A. Richardson will preside. xyxy=(515,645,1002,666)
frank-ad xyxy=(515,1571,1002,1662)
attn-title: Attention 14th Ward Voters! xyxy=(635,307,882,329)
col3-entry-9-body: Druid Hill Ave. and Robert St. G. T. Rodgers, Pastor. Sabbath (Saturday) Service Sabbath School 10 a. m. Preaching service 11.30 a. m. Sunday, March 14th, 8 p. m., Special Sermon, subject, "Predestination, Its True Meaning." Come and bring a friend. All welcome All questions answered xyxy=(1018,1149,1250,1214)
penny-row xyxy=(515,1139,1002,1151)
col3-entry-2-head: WHATCOAT M. E. CHURCH, xyxy=(1060,373,1208,386)
fair-title: Great Fair of Allied Nations xyxy=(585,1428,931,1458)
sabbath-notice: Sabbath 14th, trustee rally day, 21st, Dr I. N. Ross and his congregation will be out at 3 p. m. 8 p. m., special sermon to the order of the Brotherhood of the C. M. E. Church, Bro. Henry Hutt, leader. xyxy=(39,382,260,445)
penny-body: The Penny Club of Bethel A. M. E. Church will give a xyxy=(621,1060,896,1074)
gsc-tag: The Oklahoma Songbird xyxy=(906,1326,965,1347)
robinson-hq: Headquarters 1610 Pennsylvania Avenue xyxy=(655,260,861,273)
robinson-meet: Meeting at Headquarters Wednesday night xyxy=(651,275,866,289)
column-3 xyxy=(1013,109,1255,2374)
queen-title: QUEEN'S RALLY AT EBENEZER A. M. E. CHURCH xyxy=(551,944,965,991)
robinson-name: LEON B. ROBINSON, Republican xyxy=(522,226,899,253)
gsc-date: SUNDAY, MARCH 14, 4.30 P. M. xyxy=(837,1359,1002,1371)
